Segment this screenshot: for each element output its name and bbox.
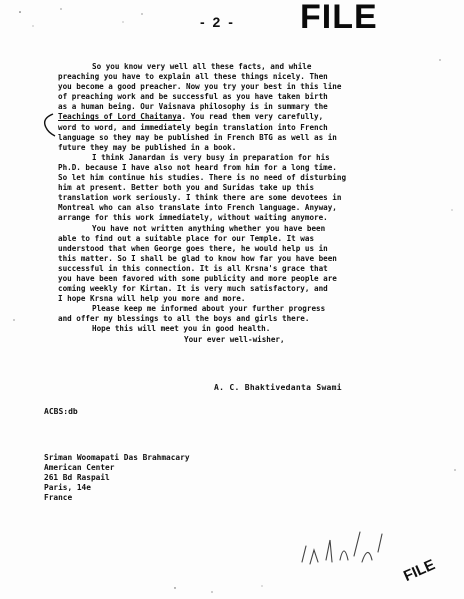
page-number: - 2 - <box>200 14 235 30</box>
address-line: American Center <box>44 463 115 473</box>
address-line: 261 Bd Raspail <box>44 473 110 483</box>
text-line: word to word, and immediately begin translation into French <box>58 122 328 132</box>
file-stamp: FILE <box>300 0 378 36</box>
margin-bracket <box>39 112 59 138</box>
text-line: preaching you have to explain all these things nicely. Then <box>58 72 328 82</box>
recipient-address <box>44 453 190 503</box>
text-line: coming weekly for Kirtan. It is very much satisfactory, and <box>58 284 328 294</box>
text-line: successful in this connection. It is all Krsna's grace that <box>58 263 328 273</box>
text-line: So let him continue his studies. There is no need of disturbing <box>58 173 347 183</box>
letter-body <box>58 62 428 345</box>
text-line: you have been favored with some publicity and more people are <box>58 273 337 283</box>
address-line: Sriman Woomapati Das Brahmacary <box>44 453 190 462</box>
text-line: arrange for this work immediately, without waiting anymore. <box>58 213 328 223</box>
text-line: I think Janardan is very busy in preparation for his <box>92 152 330 162</box>
text-line: able to find out a suitable place for our Temple. It was <box>58 233 315 243</box>
signature-name: A. C. Bhaktivedanta Swami <box>214 383 342 392</box>
text-line: Ph.D. because I have also not heard from him for a long time. <box>58 162 337 172</box>
text-line: language so they may be published in French BTG as well as in <box>58 132 337 142</box>
address-line: France <box>44 493 73 503</box>
address-line: Paris, 14e <box>44 483 91 493</box>
book-title: Teachings of Lord Chaitanya <box>58 112 182 122</box>
text-line: translation work seriously. I think there are some devotees in <box>58 193 342 203</box>
text-line: you become a good preacher. Now you try your best in this line <box>58 82 342 92</box>
text-line: and offer my blessings to all the boys and girls there. <box>58 314 310 324</box>
handwritten-mark <box>296 522 396 572</box>
text-line: Montreal who can also translate into French language. Anyway, <box>58 203 337 213</box>
text-line: as a human being. Our Vaisnava philosophy is in summary the <box>58 102 328 112</box>
text-line: You have not written anything whether you have been <box>92 223 326 233</box>
text-line: him at present. Better both you and Suridas take up this <box>58 183 315 193</box>
text-line: So you know very well all these facts, and while <box>92 62 312 71</box>
text-line: this matter. So I shall be glad to know how far you have been <box>58 253 337 263</box>
closing-line: Your ever well-wisher, <box>184 334 285 344</box>
file-stamp-corner: FILE <box>401 556 438 585</box>
text-line: I hope Krsna will help you more and more. <box>58 294 246 304</box>
text-line: of preaching work and be successful as you have taken birth <box>58 92 328 102</box>
text-fragment: . You read them very carefully, <box>181 112 324 122</box>
text-line: Please keep me informed about your further progress <box>92 304 326 314</box>
text-line <box>58 112 428 122</box>
reference-initials: ACBS:db <box>44 407 78 416</box>
text-line: future they may be published in a book. <box>58 142 237 152</box>
text-line: understood that when George goes there, he would help us in <box>58 243 328 253</box>
text-line: Hope this will meet you in good health. <box>92 324 271 334</box>
